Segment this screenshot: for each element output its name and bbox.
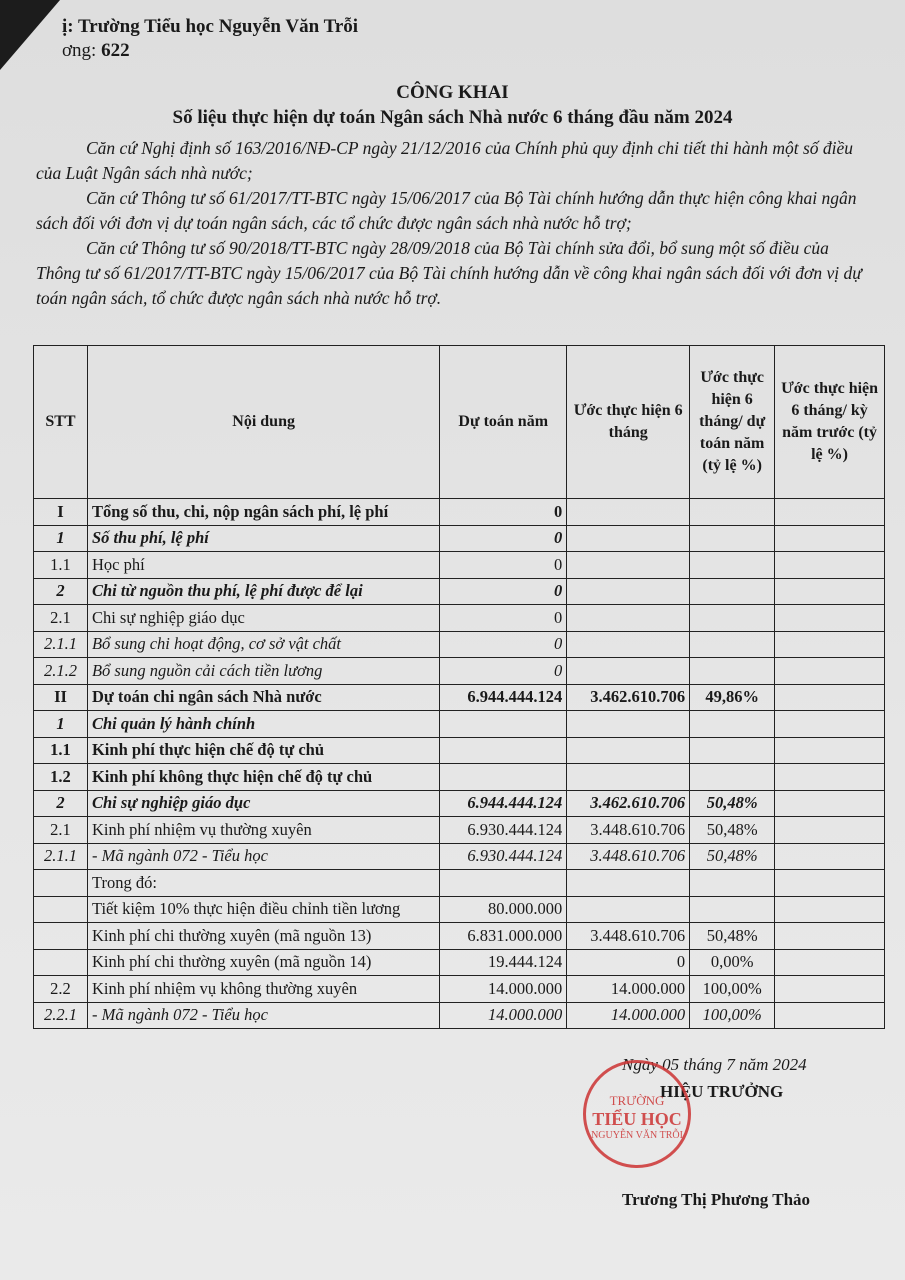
cell-stt: 2.1.1	[34, 631, 88, 658]
cell-actual	[567, 764, 690, 791]
table-row	[34, 631, 885, 658]
cell-stt: 1.2	[34, 764, 88, 791]
cell-plan	[440, 737, 567, 764]
budget-table	[33, 345, 885, 1029]
cell-ratio	[690, 605, 775, 632]
chapter-code: ơng: 622	[62, 40, 130, 61]
cell-stt: I	[34, 499, 88, 526]
cell-stt	[34, 923, 88, 950]
cell-actual: 3.448.610.706	[567, 923, 690, 950]
signer-name: Trương Thị Phương Thảo	[622, 1190, 811, 1209]
cell-ratio	[690, 631, 775, 658]
column-header: Ước thực hiện 6 tháng/ dự toán năm (tỷ lệ %)	[690, 346, 775, 499]
cell-actual: 14.000.000	[567, 976, 690, 1003]
cell-prev	[775, 578, 885, 605]
cell-actual	[567, 605, 690, 632]
cell-ratio	[690, 578, 775, 605]
doc-title: CÔNG KHAI	[396, 82, 509, 103]
cell-stt	[34, 870, 88, 897]
cell-plan: 14.000.000	[440, 1002, 567, 1029]
table-row	[34, 817, 885, 844]
signature-position: HIỆU TRƯỞNG	[660, 1082, 784, 1101]
cell-ratio: 50,48%	[690, 843, 775, 870]
cell-actual	[567, 711, 690, 738]
cell-content: Chi sự nghiệp giáo dục	[87, 605, 439, 632]
cell-prev	[775, 764, 885, 791]
cell-ratio: 50,48%	[690, 817, 775, 844]
unit-name: ị: Trường Tiểu học Nguyễn Văn Trỗi	[62, 16, 359, 37]
cell-ratio	[690, 870, 775, 897]
column-header: Ước thực hiện 6 tháng	[567, 346, 690, 499]
table-row	[34, 843, 885, 870]
cell-actual	[567, 525, 690, 552]
cell-content: Trong đó:	[87, 870, 439, 897]
cell-stt: 2.2.1	[34, 1002, 88, 1029]
cell-stt: 2.2	[34, 976, 88, 1003]
table-row	[34, 684, 885, 711]
cell-ratio	[690, 525, 775, 552]
table-row	[34, 976, 885, 1003]
cell-content: Chi sự nghiệp giáo dục	[87, 790, 439, 817]
cell-actual	[567, 896, 690, 923]
cell-plan: 6.944.444.124	[440, 684, 567, 711]
cell-content: Học phí	[87, 552, 439, 579]
cell-stt: 1.1	[34, 737, 88, 764]
cell-actual	[567, 870, 690, 897]
cell-prev	[775, 605, 885, 632]
cell-content: Bổ sung chi hoạt động, cơ sở vật chất	[87, 631, 439, 658]
cell-actual	[567, 552, 690, 579]
cell-prev	[775, 499, 885, 526]
cell-ratio	[690, 711, 775, 738]
cell-content: - Mã ngành 072 - Tiểu học	[87, 843, 439, 870]
cell-actual: 3.462.610.706	[567, 790, 690, 817]
cell-prev	[775, 737, 885, 764]
doc-subtitle: Số liệu thực hiện dự toán Ngân sách Nhà nước 6 tháng đầu năm 2024	[172, 107, 733, 128]
table-row	[34, 949, 885, 976]
cell-prev	[775, 870, 885, 897]
paragraph: Căn cứ Thông tư số 90/2018/TT-BTC ngày 28/09/2018 của Bộ Tài chính sửa đổi, bổ sung một số điều của Thông tư số 61/2017/TT-BTC ngày 15/06/2017 của Bộ Tài chính hướng dẫn về công khai ngân sách đối với đơn vị dự toán ngân sách, tổ chức được ngân sách nhà nước hỗ trợ.	[36, 238, 862, 308]
official-stamp: TRƯỜNG TIỂU HỌC NGUYỄN VĂN TRỖI	[583, 1060, 691, 1168]
cell-stt: 2.1	[34, 817, 88, 844]
cell-plan: 0	[440, 525, 567, 552]
column-header: Nội dung	[87, 346, 439, 499]
cell-ratio	[690, 658, 775, 685]
cell-actual	[567, 737, 690, 764]
cell-stt: 2.1.1	[34, 843, 88, 870]
cell-actual	[567, 631, 690, 658]
cell-prev	[775, 923, 885, 950]
cell-prev	[775, 976, 885, 1003]
signature-date: Ngày 05 tháng 7 năm 2024	[622, 1055, 807, 1074]
cell-ratio	[690, 896, 775, 923]
cell-stt: 2.1.2	[34, 658, 88, 685]
cell-content: Tiết kiệm 10% thực hiện điều chỉnh tiền lương	[87, 896, 439, 923]
cell-ratio: 100,00%	[690, 1002, 775, 1029]
table-row	[34, 658, 885, 685]
table-row	[34, 605, 885, 632]
cell-actual	[567, 658, 690, 685]
cell-plan: 6.930.444.124	[440, 843, 567, 870]
cell-prev	[775, 711, 885, 738]
cell-content: - Mã ngành 072 - Tiểu học	[87, 1002, 439, 1029]
cell-ratio: 50,48%	[690, 923, 775, 950]
table-row	[34, 923, 885, 950]
paragraph: Căn cứ Thông tư số 61/2017/TT-BTC ngày 15/06/2017 của Bộ Tài chính hướng dẫn thực hiện công khai ngân sách đối với đơn vị dự toán ngân sách, các tổ chức được ngân sách nhà nước hỗ trợ;	[36, 188, 857, 233]
cell-stt: 1.1	[34, 552, 88, 579]
cell-content: Kinh phí nhiệm vụ thường xuyên	[87, 817, 439, 844]
cell-plan: 19.444.124	[440, 949, 567, 976]
cell-prev	[775, 896, 885, 923]
paragraph: Căn cứ Nghị định số 163/2016/NĐ-CP ngày 21/12/2016 của Chính phủ quy định chi tiết thi hành một số điều của Luật Ngân sách nhà nước;	[36, 138, 854, 183]
cell-prev	[775, 684, 885, 711]
cell-actual: 0	[567, 949, 690, 976]
cell-ratio	[690, 737, 775, 764]
cell-plan: 0	[440, 605, 567, 632]
cell-plan	[440, 711, 567, 738]
table-row	[34, 552, 885, 579]
cell-content: Kinh phí không thực hiện chế độ tự chủ	[87, 764, 439, 791]
cell-plan: 0	[440, 578, 567, 605]
cell-plan: 6.944.444.124	[440, 790, 567, 817]
cell-content: Chi từ nguồn thu phí, lệ phí được để lại	[87, 578, 439, 605]
cell-plan: 0	[440, 499, 567, 526]
cell-ratio: 49,86%	[690, 684, 775, 711]
cell-content: Bổ sung nguồn cải cách tiền lương	[87, 658, 439, 685]
cell-actual: 3.448.610.706	[567, 817, 690, 844]
table-row	[34, 737, 885, 764]
table-row	[34, 578, 885, 605]
cell-actual: 3.462.610.706	[567, 684, 690, 711]
cell-stt: II	[34, 684, 88, 711]
cell-plan: 0	[440, 658, 567, 685]
column-header: Ước thực hiện 6 tháng/ kỳ năm trước (tỷ lệ %)	[775, 346, 885, 499]
cell-plan	[440, 764, 567, 791]
cell-plan	[440, 870, 567, 897]
table-row	[34, 764, 885, 791]
table-row	[34, 711, 885, 738]
cell-ratio	[690, 499, 775, 526]
cell-actual	[567, 499, 690, 526]
cell-content: Dự toán chi ngân sách Nhà nước	[87, 684, 439, 711]
cell-ratio	[690, 764, 775, 791]
cell-prev	[775, 817, 885, 844]
cell-prev	[775, 949, 885, 976]
cell-plan: 80.000.000	[440, 896, 567, 923]
cell-prev	[775, 790, 885, 817]
cell-actual: 14.000.000	[567, 1002, 690, 1029]
cell-stt: 2	[34, 578, 88, 605]
table-row	[34, 499, 885, 526]
column-header: STT	[34, 346, 88, 499]
cell-actual	[567, 578, 690, 605]
cell-stt: 2.1	[34, 605, 88, 632]
cell-plan: 14.000.000	[440, 976, 567, 1003]
cell-plan: 0	[440, 552, 567, 579]
cell-ratio: 100,00%	[690, 976, 775, 1003]
cell-prev	[775, 631, 885, 658]
table-row	[34, 896, 885, 923]
cell-stt: 2	[34, 790, 88, 817]
cell-prev	[775, 552, 885, 579]
cell-content: Kinh phí nhiệm vụ không thường xuyên	[87, 976, 439, 1003]
table-row	[34, 790, 885, 817]
cell-content: Kinh phí chi thường xuyên (mã nguồn 14)	[87, 949, 439, 976]
table-row	[34, 525, 885, 552]
cell-stt: 1	[34, 711, 88, 738]
cell-stt	[34, 949, 88, 976]
cell-ratio	[690, 552, 775, 579]
cell-prev	[775, 658, 885, 685]
cell-content: Tổng số thu, chi, nộp ngân sách phí, lệ phí	[87, 499, 439, 526]
cell-prev	[775, 843, 885, 870]
cell-prev	[775, 525, 885, 552]
cell-stt	[34, 896, 88, 923]
table-row	[34, 870, 885, 897]
cell-prev	[775, 1002, 885, 1029]
column-header: Dự toán năm	[440, 346, 567, 499]
cell-content: Kinh phí thực hiện chế độ tự chủ	[87, 737, 439, 764]
cell-content: Số thu phí, lệ phí	[87, 525, 439, 552]
cell-ratio: 0,00%	[690, 949, 775, 976]
cell-content: Kinh phí chi thường xuyên (mã nguồn 13)	[87, 923, 439, 950]
cell-ratio: 50,48%	[690, 790, 775, 817]
cell-plan: 6.831.000.000	[440, 923, 567, 950]
cell-content: Chi quản lý hành chính	[87, 711, 439, 738]
cell-actual: 3.448.610.706	[567, 843, 690, 870]
cell-plan: 6.930.444.124	[440, 817, 567, 844]
table-row	[34, 1002, 885, 1029]
cell-plan: 0	[440, 631, 567, 658]
legal-basis	[36, 136, 866, 311]
cell-stt: 1	[34, 525, 88, 552]
